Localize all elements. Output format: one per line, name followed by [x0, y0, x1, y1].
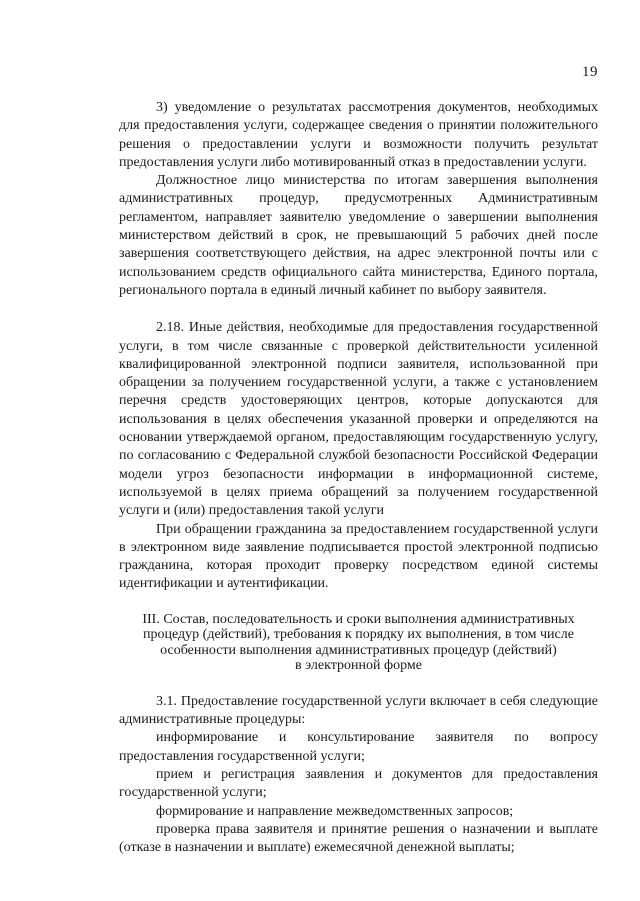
- paragraph-notification: 3) уведомление о результатах рассмотрения документов, необходимых для предоставления услуги, содержащее сведения о принятии положительного решения о предоставлении услуги и возможности получить результат предоставления услуги либо мотивированный отказ в предоставлении услуги.: [119, 100, 598, 170]
- section-heading: [119, 612, 598, 674]
- paragraph-electronic-signature: При обращении гражданина за предоставлением государственной услуги в электронном виде заявление подписывается простой электронной подписью гражданина, которая проходит проверку посредством единой системы идентификации и аутентификации.: [119, 521, 598, 592]
- section-heading-line: процедур (действий), требования к порядку их выполнения, в том числе: [143, 627, 574, 643]
- section-heading-line: в электронной форме: [295, 658, 422, 674]
- section-heading-line: особенности выполнения административных процедур (действий): [160, 642, 557, 658]
- paragraph-official-duty: Должностное лицо министерства по итогам завершения выполнения административных процедур, предусмотренных Административным регламентом, направляет заявителю уведомление о завершении выполнения министерством действий в срок, не превышающий 5 рабочих дней после завершения соответствующего действия, на адрес электронной почты или с использованием средств официального сайта министерства, Единого портала, регионального портала в единый личный кабинет по выбору заявителя.: [119, 173, 598, 298]
- procedure-item: прием и регистрация заявления и документов для предоставления государственной услуги;: [119, 766, 598, 801]
- paragraph-3-1: 3.1. Предоставление государственной услуги включает в себя следующие административные процедуры:: [119, 693, 598, 728]
- document-body: [119, 99, 598, 857]
- procedure-item: информирование и консультирование заявителя по вопросу предоставления государственной услуги;: [119, 730, 598, 764]
- paragraph-2-18: 2.18. Иные действия, необходимые для предоставления государственной услуги, в том числе связанные с проверкой действительности усиленной квалифицированной электронной подписи заявителя, использованной при обращении за получением государственной услуги, а также с установлением перечня средств удостоверяющих центров, которые допускаются для использования в целях обеспечения указанной проверки и определяются на основании утверждаемой органом, предоставляющим государственную услугу, по согласованию с Федеральной службой безопасности Российской Федерации модели угроз безопасности информации в информационной системе, используемой в целях приема обращений за получением государственной услуги и (или) предоставления такой услуги: [119, 320, 598, 519]
- procedure-item: проверка права заявителя и принятие решения о назначении и выплате (отказе в назначении и выплате) ежемесячной денежной выплаты;: [119, 821, 598, 856]
- page-number: 19: [582, 64, 598, 80]
- procedure-item: формирование и направление межведомственных запросов;: [156, 803, 514, 819]
- section-heading-line: III. Состав, последовательность и сроки выполнения административных: [142, 611, 575, 627]
